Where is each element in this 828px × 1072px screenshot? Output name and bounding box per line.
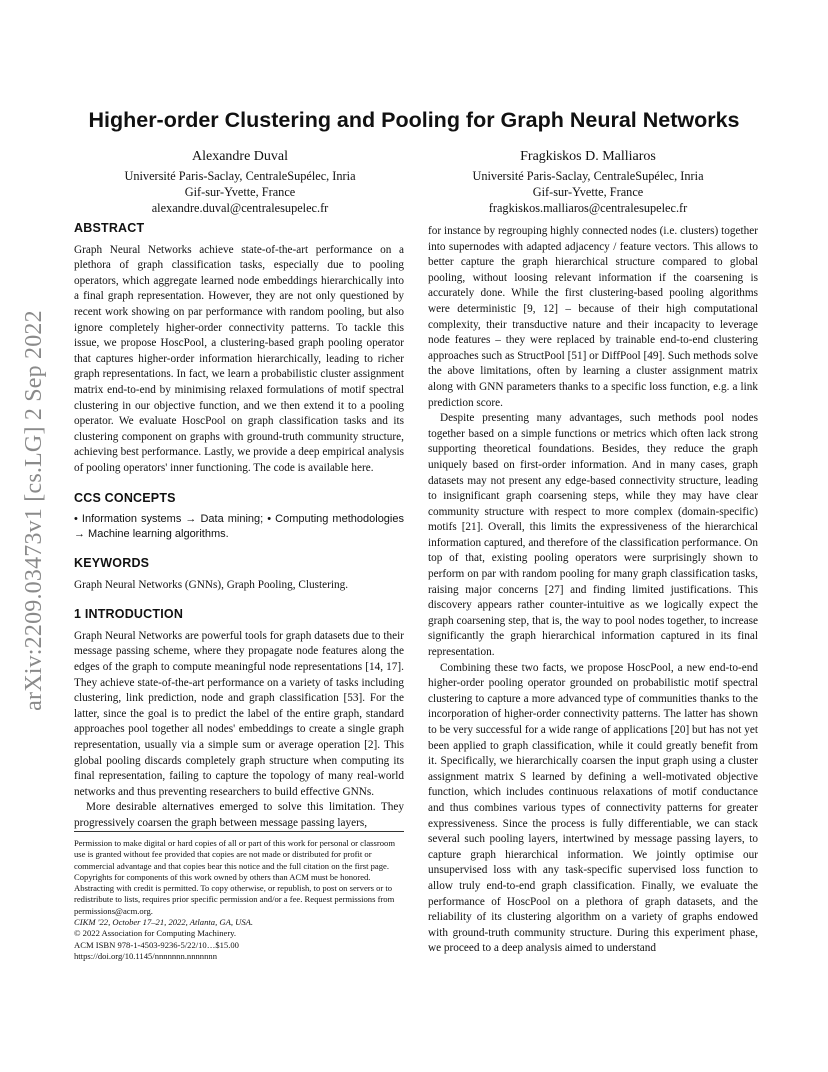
left-column xyxy=(74,221,404,832)
abstract-text: Graph Neural Networks achieve state-of-the-art performance on a plethora of graph classification tasks, especially due to pooling operators, which aggregate learned node embeddings hierarchically into a final graph representation. However, they are not only questioned by recent work showing on par performance with random pooling, but also ignore completely higher-order connectivity patterns. To tackle this issue, we propose HoscPool, a clustering-based graph pooling operator that captures higher-order information hierarchically, leading to richer graph representations. In fact, we learn a probabilistic cluster assignment matrix end-to-end by minimising relaxed formulations of motif spectral clustering in our objective function, and we then extend it to a pooling operator. We evaluate HoscPool on graph classification tasks and its clustering component on graphs with ground-truth community structure, achieving best performance. Lastly, we provide a deep empirical analysis of pooling operators' inner functioning. The code is available here. xyxy=(74,243,404,474)
author-2 xyxy=(438,148,738,216)
author-affiliation: Université Paris-Saclay, CentraleSupélec, Inria xyxy=(472,169,704,183)
author-email: fragkiskos.malliaros@centralesupelec.fr xyxy=(488,201,688,215)
author-email: alexandre.duval@centralesupelec.fr xyxy=(151,201,329,215)
arxiv-identifier-stamp xyxy=(14,290,54,730)
doi-link: https://doi.org/10.1145/nnnnnnn.nnnnnnn xyxy=(74,950,217,961)
introduction-heading: 1 INTRODUCTION xyxy=(74,607,184,622)
author-1 xyxy=(90,148,390,216)
author-name: Alexandre Duval xyxy=(191,149,289,164)
author-name: Fragkiskos D. Malliaros xyxy=(520,149,656,164)
permission-notice: Permission to make digital or hard copies of all or part of this work for personal or classroom use is granted without fee provided that copies are not made or distributed for profit or commercial advantage and that copies bear this notice and the full citation on the first page. Copyrights for components of this work owned by others than ACM must be honored. Abstracting with credit is permitted. To copy otherwise, or republish, to post on servers or to redistribute to lists, requires prior specific permission and/or a fee. Request permissions from permissions@acm.org. xyxy=(74,838,395,916)
conference-info: CIKM '22, October 17–21, 2022, Atlanta, GA, USA. xyxy=(74,917,254,928)
right-paragraph-3: Combining these two facts, we propose HoscPool, a new end-to-end higher-order pooling operator grounded on probabilistic motif spectral clustering to capture a more advanced type of communities thanks to the incorporation of higher-order connectivity patterns. The latter has shown to be very successful for a wide range of applications [20] but has not yet been applied to graph classification, while it could greatly benefit from it. Specifically, we hierarchically coarsen the input graph using a cluster assignment matrix S learned by defining a well-motivated objective function, which includes continuous relaxations of motif conductance and thus combines various types of connectivity patterns for greater expressiveness. Since the process is fully differentiable, we can stack several such pooling layers, intertwined by message passing layers, to capture graph hierarchical information. We jointly optimise our unsupervised loss with any task-specific supervised loss function to allow truly end-to-end graph classification. Finally, we evaluate the performance of HoscPool on a plethora of graph datasets, and the reliability of its clustering algorithm on a variety of graphs endowed with ground-truth community structure. During this experiment phase, we proceed to a deep analysis aimed to understand xyxy=(428,661,758,955)
author-block xyxy=(90,148,738,216)
right-column xyxy=(428,224,758,957)
keywords-heading: KEYWORDS xyxy=(74,556,150,571)
author-affiliation: Université Paris-Saclay, CentraleSupélec, Inria xyxy=(124,169,356,183)
author-location: Gif-sur-Yvette, France xyxy=(184,185,296,199)
arxiv-id-text: arXiv:2209.03473v1 [cs.LG] 2 Sep 2022 xyxy=(20,309,47,711)
right-paragraph-1: for instance by regrouping highly connected nodes (i.e. clusters) together into supernodes with adapted adjacency / feature vectors. This allows to better capture the graph hierarchical structure compared to global pooling, without loosing relevant information if the coarsening is accurately done. While the first clustering-based pooling algorithms were deterministic [9, 12] – because of their high computational complexity, their transductive nature and their incapacity to leverage node features – they were replaced by trainable end-to-end clustering approaches such as StructPool [51] or DiffPool [49]. Such methods solve the above limitations, often by learning a cluster assignment matrix along with GNN parameters thanks to a specific loss function, e.g. a link prediction score. xyxy=(428,225,758,409)
author-location: Gif-sur-Yvette, France xyxy=(532,185,644,199)
ccs-text: • Information systems → Data mining; • Computing methodologies → Machine learning algorithms. xyxy=(74,513,404,541)
acm-isbn: ACM ISBN 978-1-4503-9236-5/22/10…$15.00 xyxy=(74,939,239,950)
right-paragraph-2: Despite presenting many advantages, such methods pool nodes together based on a simple functions or metrics which often lack strong supporting theoretical foundations. Besides, they reduce the graph uniquely based on first-order information. And in many cases, graph datasets may not present any edge-based connectivity structure, leading to insignificant graph coarsening steps, while they may have clear community structure with respect to more complex (domain-specific) motifs [21]. Overall, this limits the expressiveness of the hierarchical information captured, and therefore of the classification performance. On top of that, existing pooling operators were surprisingly shown to perform on par with random pooling for many graph classification tasks, raising major concerns [27] and finding limited justifications. This discovery appears rather counter-intuitive as we logically expect the graph coarsening step, that is, the way to pool nodes together, to increase significantly the graph hierarchical information captured in its final representation. xyxy=(428,412,758,659)
acm-copyright: © 2022 Association for Computing Machinery. xyxy=(74,928,237,939)
copyright-footnote xyxy=(74,831,404,962)
keywords-text: Graph Neural Networks (GNNs), Graph Pooling, Clustering. xyxy=(74,578,349,591)
ccs-heading: CCS CONCEPTS xyxy=(74,490,176,505)
introduction-paragraph-1: Graph Neural Networks are powerful tools for graph datasets due to their message passing scheme, where they propagate node features along the edges of the graph to compute meaningful node representations [14, 17]. They achieve state-of-the-art performance on a variety of tasks including clustering, link prediction, node and graph classification [53]. For the latter, since the goal is to predict the label of the entire graph, standard approaches pool together all nodes' embeddings to create a single graph representation, usually via a simple sum or average operation [2]. This global pooling discards completely graph structure when computing its final representation, failing to capture the topology of many real-world networks and thus preventing researchers to build effective GNNs. xyxy=(74,629,404,798)
paper-title: Higher-order Clustering and Pooling for Graph Neural Networks xyxy=(88,108,740,132)
introduction-paragraph-2: More desirable alternatives emerged to solve this limitation. They progressively coarsen the graph between message passing layers, xyxy=(74,801,404,829)
abstract-heading: ABSTRACT xyxy=(74,221,145,235)
